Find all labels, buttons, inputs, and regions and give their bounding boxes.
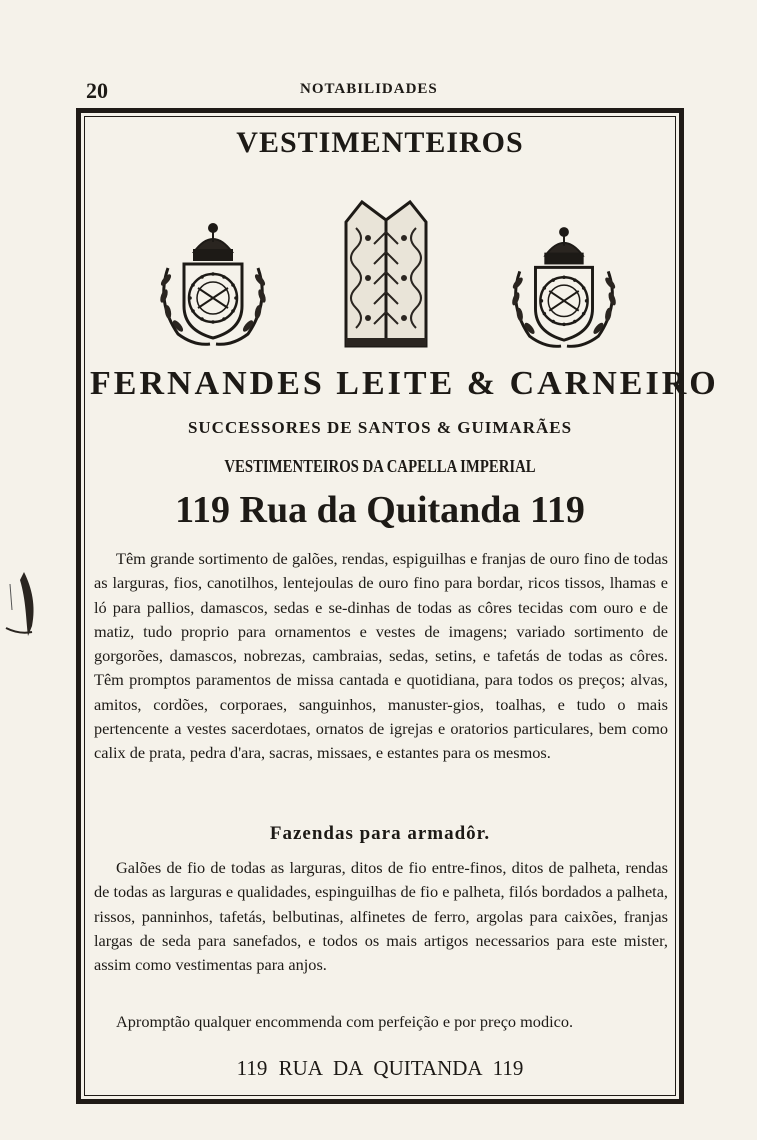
imperial-coat-of-arms-icon	[154, 222, 272, 352]
vestment-stole-icon	[340, 198, 432, 352]
products-paragraph: Têm grande sortimento de galões, rendas, espiguilhas e franjas de ouro fino de todas as larguras, fios, canotilhos, lentejoulas de ouro fino para bordar, ricos tissos, lhamas e ló para pallios, damascos, sedas e se-dinhas de todas as côres tecidas com ouro e de matiz, tudo proprio para ornamentos e vestes de imagens; variado sortimento de gorgorões, damascos, nobrezas, cambraias, sedas, setins, e tafetás de todas as côres. Têm promptos paramentos de missa cantada e quotidiana, para todos os preços; alvas, amitos, cordões, corporaes, sanguinhos, manuster-gios, toalhas, e tudo o mais pertencente a vestes sacerdotaes, ornatos de igrejas e oratorios particulares, bem como calix de prata, pedra d'ara, sacras, missaes, e estantes para os mesmos.	[94, 549, 668, 763]
page-number: 20	[86, 78, 108, 103]
successors-line: SUCCESSORES DE SANTOS & GUIMARÃES	[187, 418, 573, 437]
fabrics-paragraph: Galões de fio de todas as larguras, ditos de fio entre-finos, ditos de palheta, rendas de todas as larguras e qualidades, espinguilhas de fio e palheta, filós bordados a palheta, rissos, panninhos, tafetás, belbutinas, alfinetes de ferro, argolas para caixões, franjas largas de seda para sanefados, e todos os mais artigos necessarios para este mister, assim como vestimentas para anjos.	[94, 858, 668, 975]
margin-scribble-mark	[2, 570, 38, 640]
capella-line: VESTIMENTEIROS DA CAPELLA IMPERIAL	[224, 456, 536, 476]
imperial-coat-of-arms-icon	[506, 226, 622, 354]
address-footer: 119 RUA DA QUITANDA 119	[236, 1056, 524, 1080]
orders-paragraph: Apromptão qualquer encommenda com perfeição e por preço modico.	[116, 1012, 574, 1031]
ad-title: VESTIMENTEIROS	[236, 126, 524, 159]
address-headline: 119 Rua da Quitanda 119	[175, 489, 585, 531]
company-name: FERNANDES LEITE & CARNEIRO	[90, 365, 719, 402]
running-head: NOTABILIDADES	[300, 81, 438, 97]
section-subheading: Fazendas para armadôr.	[269, 823, 491, 844]
